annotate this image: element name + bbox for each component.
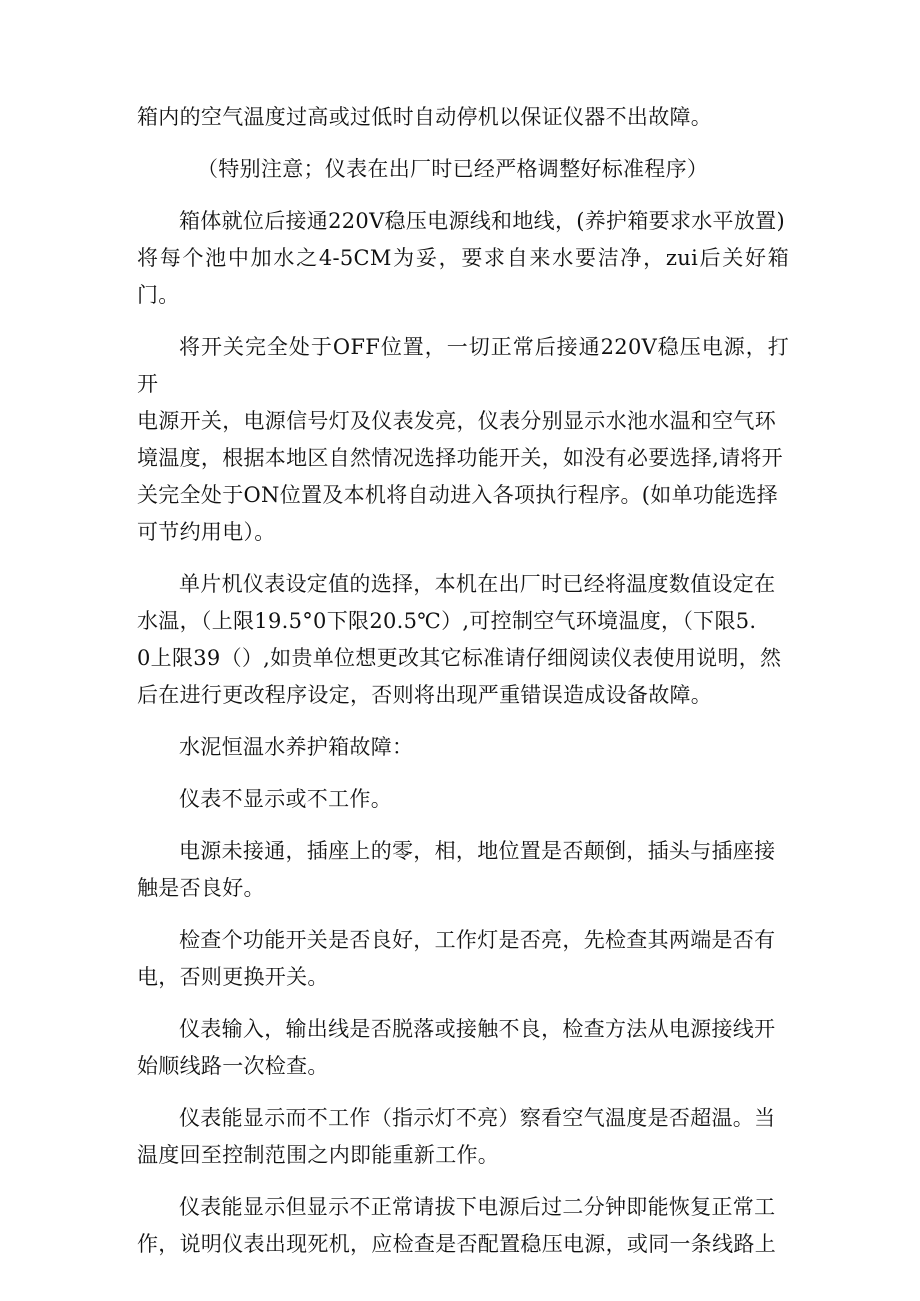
text-line: 水泥恒温水养护箱故障： (179, 735, 414, 759)
section-heading (137, 729, 789, 766)
text-line: 关完全处于ON位置及本机将自动进入各项执行程序。(如单功能选择 (137, 483, 779, 507)
text-line: 可节约用电）。 (137, 520, 276, 544)
text-line: 单片机仪表设定值的选择，本机在出厂时已经将温度数值设定在 (179, 572, 776, 596)
paragraph (137, 1011, 789, 1085)
paragraph (137, 922, 789, 996)
text-line: 境温度，根据本地区自然情况选择功能开关，如没有必要选择,请将开 (137, 446, 783, 470)
notice-paragraph (137, 151, 789, 188)
text-line: 电，否则更换开关。 (137, 965, 329, 989)
text-line: 将每个池中加水之4-5CM为妥，要求自来水要洁净，zui后关好箱门。 (137, 246, 789, 307)
text-line: 作，说明仪表出现死机，应检查是否配置稳压电源，或同一条线路上 (137, 1232, 776, 1256)
text-line: 电源开关，电源信号灯及仪表发亮，仪表分别显示水池水温和空气环 (137, 409, 776, 433)
paragraph (137, 99, 789, 136)
text-line: 电源未接通，插座上的零，相，地位置是否颠倒，插头与插座接 (179, 839, 776, 863)
text-line: 水温，（上限19.5°0下限20.5℃）,可控制空气环境温度，（下限5. (137, 609, 757, 633)
text-line: 仪表不显示或不工作。 (179, 787, 392, 811)
text-line: 温度回至控制范围之内即能重新工作。 (137, 1143, 500, 1167)
text-line: 始顺线路一次检查。 (137, 1054, 329, 1078)
text-line: 触是否良好。 (137, 876, 265, 900)
text-line: 仪表输入，输出线是否脱落或接触不良，检查方法从电源接线开 (179, 1017, 776, 1041)
text-line: 将开关完全处于OFF位置，一切正常后接通220V稳压电源，打开 (137, 335, 789, 396)
paragraph (137, 329, 789, 551)
text-line: 检查个功能开关是否良好，工作灯是否亮，先检查其两端是否有 (179, 928, 776, 952)
text-line: 仪表能显示但显示不正常请拔下电源后过二分钟即能恢复正常工 (179, 1195, 776, 1219)
text-line: 箱内的空气温度过高或过低时自动停机以保证仪器不出故障。 (137, 105, 713, 129)
text-line: 后在进行更改程序设定，否则将出现严重错误造成设备故障。 (137, 683, 713, 707)
document-body (137, 99, 789, 1278)
text-line: 0上限39（）,如贵单位想更改其它标准请仔细阅读仪表使用说明，然 (137, 646, 782, 670)
paragraph (137, 203, 789, 314)
paragraph (137, 1189, 789, 1263)
paragraph (137, 833, 789, 907)
paragraph (137, 566, 789, 714)
paragraph (137, 1100, 789, 1174)
paragraph (137, 781, 789, 818)
text-line: （特别注意；仪表在出厂时已经严格调整好标准程序） (197, 157, 709, 181)
text-line: 箱体就位后接通220V稳压电源线和地线，(养护箱要求水平放置) (179, 209, 785, 233)
text-line: 仪表能显示而不工作（指示灯不亮）察看空气温度是否超温。当 (179, 1106, 776, 1130)
